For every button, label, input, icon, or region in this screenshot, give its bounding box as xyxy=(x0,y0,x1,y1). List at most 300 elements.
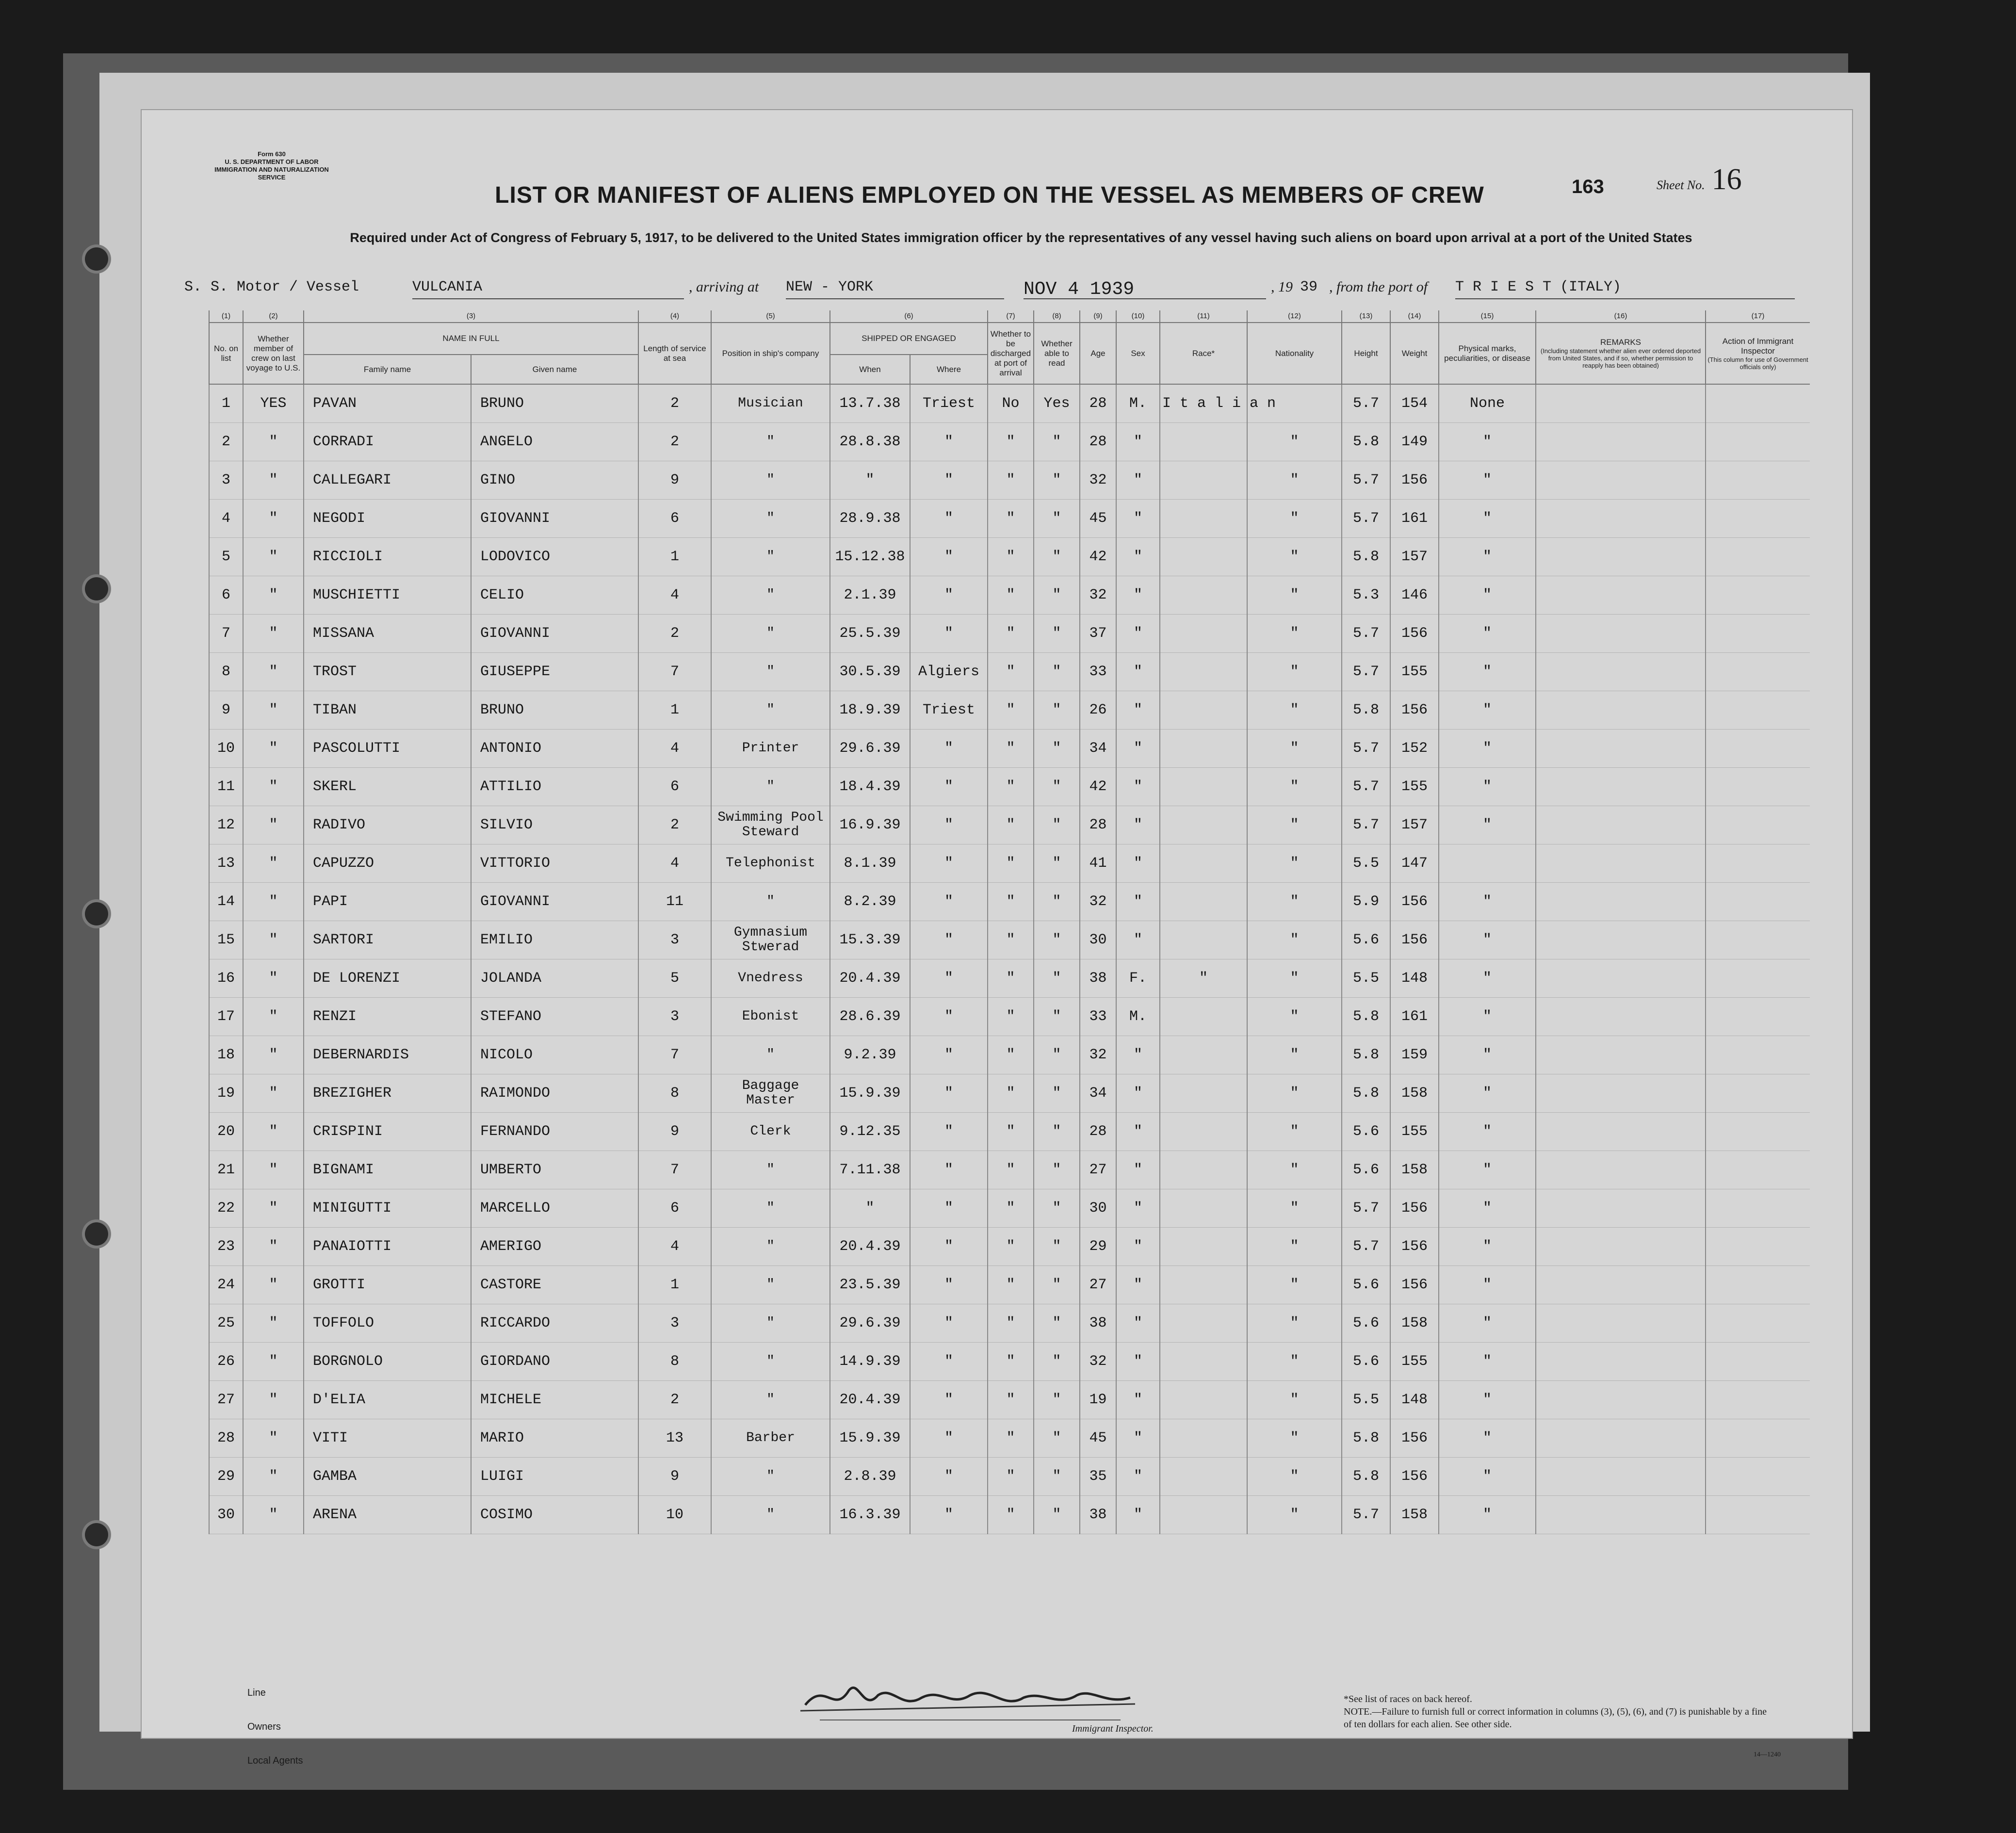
crew-table xyxy=(209,310,1810,1534)
cell-race xyxy=(1160,1304,1247,1343)
cell-crew-last-voyage: " xyxy=(243,423,304,461)
cell-shipped-when: 20.4.39 xyxy=(830,1228,910,1266)
cell-service-length: 4 xyxy=(638,730,711,768)
cell-able-to-read: " xyxy=(1034,1381,1080,1419)
cell-physical-marks: None xyxy=(1439,384,1536,423)
cell-given-name: ANGELO xyxy=(471,423,638,461)
cell-service-length: 4 xyxy=(638,1228,711,1266)
cell-given-name: GIORDANO xyxy=(471,1343,638,1381)
cell-service-length: 6 xyxy=(638,1189,711,1228)
cell-able-to-read: " xyxy=(1034,1458,1080,1496)
cell-discharged: " xyxy=(988,1304,1034,1343)
cell-crew-last-voyage: " xyxy=(243,806,304,844)
cell-weight: 155 xyxy=(1390,768,1439,806)
cell-given-name: MICHELE xyxy=(471,1381,638,1419)
cell-shipped-when: 8.1.39 xyxy=(830,844,910,883)
cell-position: " xyxy=(711,1266,830,1304)
cell-family-name: PAVAN xyxy=(304,384,471,423)
cell-weight: 158 xyxy=(1390,1496,1439,1534)
cell-crew-last-voyage: YES xyxy=(243,384,304,423)
cell-given-name: LUIGI xyxy=(471,1458,638,1496)
cell-crew-last-voyage: " xyxy=(243,1304,304,1343)
cell-shipped-when: 7.11.38 xyxy=(830,1151,910,1189)
cell-row-number: 30 xyxy=(209,1496,243,1534)
cell-shipped-where: " xyxy=(910,576,988,615)
cell-weight: 147 xyxy=(1390,844,1439,883)
cell-remarks xyxy=(1536,1189,1706,1228)
cell-position: " xyxy=(711,538,830,576)
header-label: Sex xyxy=(1131,348,1145,358)
cell-given-name: ATTILIO xyxy=(471,768,638,806)
cell-age: 42 xyxy=(1080,768,1116,806)
cell-height: 5.7 xyxy=(1342,384,1390,423)
cell-nationality: " xyxy=(1247,1496,1342,1534)
cell-discharged: " xyxy=(988,653,1034,691)
cell-nationality: " xyxy=(1247,730,1342,768)
cell-sex: " xyxy=(1116,1381,1160,1419)
cell-weight: 156 xyxy=(1390,691,1439,730)
cell-able-to-read: " xyxy=(1034,1304,1080,1343)
cell-crew-last-voyage: " xyxy=(243,1036,304,1074)
cell-remarks xyxy=(1536,806,1706,844)
cell-discharged: " xyxy=(988,500,1034,538)
column-number: (6) xyxy=(830,310,988,323)
cell-inspector-action xyxy=(1706,1266,1810,1304)
cell-inspector-action xyxy=(1706,615,1810,653)
departure-port: T R I E S T (ITALY) xyxy=(1455,279,1795,299)
header-note: (Including statement whether alien ever ordered deported from United States, and if so, whether permission to reapply has been obtained) xyxy=(1540,347,1701,369)
table-row xyxy=(209,1036,1810,1074)
cell-weight: 155 xyxy=(1390,1113,1439,1151)
cell-able-to-read: " xyxy=(1034,883,1080,921)
cell-position: " xyxy=(711,1189,830,1228)
cell-family-name: BIGNAMI xyxy=(304,1151,471,1189)
cell-inspector-action xyxy=(1706,883,1810,921)
cell-height: 5.7 xyxy=(1342,500,1390,538)
cell-nationality: " xyxy=(1247,461,1342,500)
cell-nationality: " xyxy=(1247,1419,1342,1458)
header-c2 xyxy=(243,323,304,384)
cell-inspector-action xyxy=(1706,1343,1810,1381)
cell-physical-marks: " xyxy=(1439,806,1536,844)
sheet-number xyxy=(1657,162,1742,197)
cell-age: 27 xyxy=(1080,1266,1116,1304)
cell-physical-marks: " xyxy=(1439,730,1536,768)
cell-shipped-where: " xyxy=(910,1266,988,1304)
column-number: (7) xyxy=(988,310,1034,323)
cell-age: 29 xyxy=(1080,1228,1116,1266)
cell-family-name: BORGNOLO xyxy=(304,1343,471,1381)
cell-weight: 148 xyxy=(1390,959,1439,998)
cell-nationality: " xyxy=(1247,653,1342,691)
cell-race: I t a l i a n xyxy=(1160,384,1247,423)
cell-shipped-when: 8.2.39 xyxy=(830,883,910,921)
cell-physical-marks: " xyxy=(1439,500,1536,538)
cell-shipped-where: " xyxy=(910,423,988,461)
cell-service-length: 8 xyxy=(638,1343,711,1381)
cell-weight: 161 xyxy=(1390,998,1439,1036)
cell-sex: F. xyxy=(1116,959,1160,998)
cell-service-length: 1 xyxy=(638,538,711,576)
cell-race xyxy=(1160,538,1247,576)
cell-crew-last-voyage: " xyxy=(243,1419,304,1458)
cell-family-name: TIBAN xyxy=(304,691,471,730)
cell-shipped-when: 20.4.39 xyxy=(830,1381,910,1419)
cell-nationality: " xyxy=(1247,1266,1342,1304)
cell-shipped-where: " xyxy=(910,768,988,806)
cell-service-length: 13 xyxy=(638,1419,711,1458)
cell-service-length: 1 xyxy=(638,691,711,730)
header-label: REMARKS xyxy=(1600,338,1642,347)
cell-inspector-action xyxy=(1706,384,1810,423)
cell-able-to-read: " xyxy=(1034,844,1080,883)
cell-remarks xyxy=(1536,576,1706,615)
cell-shipped-when: 9.12.35 xyxy=(830,1113,910,1151)
cell-weight: 152 xyxy=(1390,730,1439,768)
cell-service-length: 2 xyxy=(638,806,711,844)
page-title: LIST OR MANIFEST OF ALIENS EMPLOYED ON THE VESSEL AS MEMBERS OF CREW xyxy=(495,182,1484,208)
cell-nationality: " xyxy=(1247,1189,1342,1228)
cell-remarks xyxy=(1536,384,1706,423)
cell-given-name: COSIMO xyxy=(471,1496,638,1534)
cell-able-to-read: " xyxy=(1034,423,1080,461)
header-c11 xyxy=(1160,323,1247,384)
header-c1 xyxy=(209,323,243,384)
cell-shipped-where: " xyxy=(910,921,988,959)
cell-service-length: 4 xyxy=(638,576,711,615)
cell-sex: " xyxy=(1116,653,1160,691)
cell-shipped-where: Triest xyxy=(910,691,988,730)
column-number: (16) xyxy=(1536,310,1706,323)
cell-row-number: 14 xyxy=(209,883,243,921)
cell-given-name: AMERIGO xyxy=(471,1228,638,1266)
cell-age: 32 xyxy=(1080,883,1116,921)
cell-sex: " xyxy=(1116,806,1160,844)
cell-inspector-action xyxy=(1706,691,1810,730)
cell-inspector-action xyxy=(1706,1036,1810,1074)
cell-nationality: " xyxy=(1247,1113,1342,1151)
header-c5 xyxy=(711,323,830,384)
cell-discharged: " xyxy=(988,959,1034,998)
cell-race xyxy=(1160,423,1247,461)
cell-shipped-where: " xyxy=(910,998,988,1036)
cell-given-name: MARIO xyxy=(471,1419,638,1458)
cell-height: 5.7 xyxy=(1342,653,1390,691)
cell-shipped-where: " xyxy=(910,461,988,500)
cell-shipped-where: " xyxy=(910,1496,988,1534)
cell-crew-last-voyage: " xyxy=(243,998,304,1036)
cell-given-name: GIOVANNI xyxy=(471,500,638,538)
cell-weight: 156 xyxy=(1390,1419,1439,1458)
cell-discharged: " xyxy=(988,1266,1034,1304)
cell-position: Clerk xyxy=(711,1113,830,1151)
cell-height: 5.7 xyxy=(1342,768,1390,806)
header-label: Age xyxy=(1090,348,1106,358)
cell-position: Barber xyxy=(711,1419,830,1458)
cell-shipped-where: " xyxy=(910,615,988,653)
cell-sex: " xyxy=(1116,844,1160,883)
cell-shipped-where: " xyxy=(910,1113,988,1151)
cell-able-to-read: " xyxy=(1034,1189,1080,1228)
cell-service-length: 2 xyxy=(638,423,711,461)
cell-remarks xyxy=(1536,768,1706,806)
cell-race xyxy=(1160,615,1247,653)
cell-nationality: " xyxy=(1247,806,1342,844)
cell-height: 5.6 xyxy=(1342,1343,1390,1381)
cell-race xyxy=(1160,1266,1247,1304)
table-row xyxy=(209,615,1810,653)
cell-row-number: 25 xyxy=(209,1304,243,1343)
cell-discharged: " xyxy=(988,921,1034,959)
header-label: Whether able to read xyxy=(1041,339,1073,368)
cell-remarks xyxy=(1536,998,1706,1036)
cell-inspector-action xyxy=(1706,844,1810,883)
cell-given-name: ANTONIO xyxy=(471,730,638,768)
cell-position: Musician xyxy=(711,384,830,423)
header-row-main xyxy=(209,323,1810,355)
form-number: Form 630 xyxy=(258,150,286,158)
cell-crew-last-voyage: " xyxy=(243,615,304,653)
page-stamp-number: 163 xyxy=(1572,176,1604,197)
manifest-page xyxy=(141,109,1853,1766)
cell-remarks xyxy=(1536,883,1706,921)
cell-given-name: NICOLO xyxy=(471,1036,638,1074)
table-row xyxy=(209,1458,1810,1496)
cell-position: Vnedress xyxy=(711,959,830,998)
cell-height: 5.7 xyxy=(1342,730,1390,768)
cell-crew-last-voyage: " xyxy=(243,959,304,998)
cell-weight: 158 xyxy=(1390,1304,1439,1343)
cell-position: " xyxy=(711,653,830,691)
cell-sex: " xyxy=(1116,1458,1160,1496)
penalty-note: NOTE.—Failure to furnish full or correct information in columns (3), (5), (6), and (7) is punishable by a fine of ten dollars for each alien. See other side. xyxy=(1344,1706,1767,1730)
cell-crew-last-voyage: " xyxy=(243,1343,304,1381)
table-row xyxy=(209,691,1810,730)
cell-height: 5.7 xyxy=(1342,1189,1390,1228)
cell-inspector-action xyxy=(1706,768,1810,806)
cell-shipped-where: " xyxy=(910,1151,988,1189)
cell-crew-last-voyage: " xyxy=(243,1228,304,1266)
cell-position: Ebonist xyxy=(711,998,830,1036)
cell-remarks xyxy=(1536,1266,1706,1304)
header-c15 xyxy=(1439,323,1536,384)
cell-given-name: LODOVICO xyxy=(471,538,638,576)
cell-shipped-where: " xyxy=(910,1419,988,1458)
cell-family-name: BREZIGHER xyxy=(304,1074,471,1113)
cell-family-name: MINIGUTTI xyxy=(304,1189,471,1228)
cell-discharged: " xyxy=(988,576,1034,615)
cell-race xyxy=(1160,461,1247,500)
header-label: SHIPPED OR ENGAGED xyxy=(862,334,956,343)
cell-remarks xyxy=(1536,615,1706,653)
cell-race xyxy=(1160,1419,1247,1458)
table-row xyxy=(209,1151,1810,1189)
cell-position: " xyxy=(711,1381,830,1419)
cell-sex: " xyxy=(1116,768,1160,806)
cell-shipped-when: 16.9.39 xyxy=(830,806,910,844)
cell-sex: " xyxy=(1116,691,1160,730)
cell-discharged: " xyxy=(988,1458,1034,1496)
cell-height: 5.8 xyxy=(1342,423,1390,461)
header-c8 xyxy=(1034,323,1080,384)
cell-shipped-when: " xyxy=(830,461,910,500)
cell-weight: 154 xyxy=(1390,384,1439,423)
cell-able-to-read: " xyxy=(1034,1151,1080,1189)
cell-height: 5.7 xyxy=(1342,1228,1390,1266)
cell-height: 5.5 xyxy=(1342,844,1390,883)
table-row xyxy=(209,959,1810,998)
cell-age: 28 xyxy=(1080,384,1116,423)
cell-physical-marks: " xyxy=(1439,1343,1536,1381)
cell-shipped-when: 15.12.38 xyxy=(830,538,910,576)
cell-service-length: 6 xyxy=(638,768,711,806)
cell-row-number: 9 xyxy=(209,691,243,730)
header-label: Length of service at sea xyxy=(643,343,706,363)
cell-height: 5.8 xyxy=(1342,998,1390,1036)
cell-height: 5.7 xyxy=(1342,806,1390,844)
cell-weight: 156 xyxy=(1390,921,1439,959)
cell-shipped-where: " xyxy=(910,883,988,921)
cell-shipped-where: " xyxy=(910,1343,988,1381)
cell-service-length: 8 xyxy=(638,1074,711,1113)
cell-row-number: 28 xyxy=(209,1419,243,1458)
cell-sex: " xyxy=(1116,1496,1160,1534)
cell-able-to-read: " xyxy=(1034,959,1080,998)
table-row xyxy=(209,1419,1810,1458)
cell-weight: 159 xyxy=(1390,1036,1439,1074)
cell-family-name: SARTORI xyxy=(304,921,471,959)
cell-position: Baggage Master xyxy=(711,1074,830,1113)
cell-race xyxy=(1160,691,1247,730)
cell-sex: " xyxy=(1116,883,1160,921)
cell-service-length: 9 xyxy=(638,1458,711,1496)
cell-height: 5.6 xyxy=(1342,1113,1390,1151)
cell-discharged: " xyxy=(988,1496,1034,1534)
cell-discharged: " xyxy=(988,1419,1034,1458)
cell-given-name: CASTORE xyxy=(471,1266,638,1304)
cell-row-number: 13 xyxy=(209,844,243,883)
cell-nationality: " xyxy=(1247,1151,1342,1189)
cell-given-name: CELIO xyxy=(471,576,638,615)
cell-age: 38 xyxy=(1080,1496,1116,1534)
cell-nationality: " xyxy=(1247,959,1342,998)
cell-service-length: 7 xyxy=(638,1036,711,1074)
cell-race xyxy=(1160,653,1247,691)
cell-height: 5.3 xyxy=(1342,576,1390,615)
cell-service-length: 3 xyxy=(638,998,711,1036)
cell-age: 28 xyxy=(1080,806,1116,844)
cell-nationality: " xyxy=(1247,768,1342,806)
cell-discharged: " xyxy=(988,423,1034,461)
header-c13 xyxy=(1342,323,1390,384)
cell-weight: 158 xyxy=(1390,1074,1439,1113)
cell-sex: " xyxy=(1116,461,1160,500)
cell-discharged: " xyxy=(988,883,1034,921)
cell-remarks xyxy=(1536,1228,1706,1266)
table-row xyxy=(209,384,1810,423)
cell-row-number: 29 xyxy=(209,1458,243,1496)
header-label: Position in ship's company xyxy=(722,348,819,358)
column-number-row xyxy=(209,310,1810,323)
cell-height: 5.9 xyxy=(1342,883,1390,921)
cell-row-number: 3 xyxy=(209,461,243,500)
cell-row-number: 23 xyxy=(209,1228,243,1266)
cell-age: 19 xyxy=(1080,1381,1116,1419)
cell-race xyxy=(1160,1189,1247,1228)
cell-age: 34 xyxy=(1080,730,1116,768)
column-number: (2) xyxy=(243,310,304,323)
cell-shipped-where: Triest xyxy=(910,384,988,423)
cell-able-to-read: " xyxy=(1034,730,1080,768)
cell-crew-last-voyage: " xyxy=(243,1151,304,1189)
cell-position: " xyxy=(711,423,830,461)
cell-inspector-action xyxy=(1706,1496,1810,1534)
cell-service-length: 9 xyxy=(638,1113,711,1151)
cell-age: 33 xyxy=(1080,998,1116,1036)
cell-age: 32 xyxy=(1080,1036,1116,1074)
cell-physical-marks: " xyxy=(1439,691,1536,730)
cell-shipped-when: 15.9.39 xyxy=(830,1074,910,1113)
table-row xyxy=(209,768,1810,806)
cell-race: " xyxy=(1160,959,1247,998)
cell-position: " xyxy=(711,1304,830,1343)
cell-discharged: " xyxy=(988,691,1034,730)
cell-race xyxy=(1160,1113,1247,1151)
table-row xyxy=(209,653,1810,691)
cell-race xyxy=(1160,576,1247,615)
cell-remarks xyxy=(1536,461,1706,500)
cell-inspector-action xyxy=(1706,1228,1810,1266)
cell-nationality: " xyxy=(1247,1304,1342,1343)
cell-service-length: 2 xyxy=(638,384,711,423)
cell-nationality: " xyxy=(1247,1381,1342,1419)
cell-row-number: 16 xyxy=(209,959,243,998)
cell-crew-last-voyage: " xyxy=(243,461,304,500)
cell-sex: " xyxy=(1116,1266,1160,1304)
cell-physical-marks: " xyxy=(1439,576,1536,615)
cell-shipped-where: " xyxy=(910,538,988,576)
cell-position: Gymnasium Stwerad xyxy=(711,921,830,959)
sheet-number-value: 16 xyxy=(1711,163,1742,196)
cell-inspector-action xyxy=(1706,1419,1810,1458)
cell-age: 41 xyxy=(1080,844,1116,883)
cell-race xyxy=(1160,883,1247,921)
cell-race xyxy=(1160,500,1247,538)
cell-family-name: PAPI xyxy=(304,883,471,921)
cell-crew-last-voyage: " xyxy=(243,1074,304,1113)
cell-discharged: " xyxy=(988,461,1034,500)
cell-shipped-when: 29.6.39 xyxy=(830,1304,910,1343)
header-c7 xyxy=(988,323,1034,384)
table-body xyxy=(209,384,1810,1534)
cell-weight: 156 xyxy=(1390,1228,1439,1266)
cell-family-name: TROST xyxy=(304,653,471,691)
cell-race xyxy=(1160,1458,1247,1496)
cell-physical-marks: " xyxy=(1439,1496,1536,1534)
cell-weight: 156 xyxy=(1390,1189,1439,1228)
table-row xyxy=(209,538,1810,576)
table-row xyxy=(209,806,1810,844)
cell-remarks xyxy=(1536,1113,1706,1151)
cell-row-number: 4 xyxy=(209,500,243,538)
cell-position: " xyxy=(711,691,830,730)
header-label: Nationality xyxy=(1275,348,1314,358)
header-note: (This column for use of Government officials only) xyxy=(1707,356,1808,371)
column-number: (17) xyxy=(1706,310,1810,323)
cell-position: " xyxy=(711,500,830,538)
cell-able-to-read: " xyxy=(1034,806,1080,844)
owners-label: Owners xyxy=(247,1721,281,1732)
